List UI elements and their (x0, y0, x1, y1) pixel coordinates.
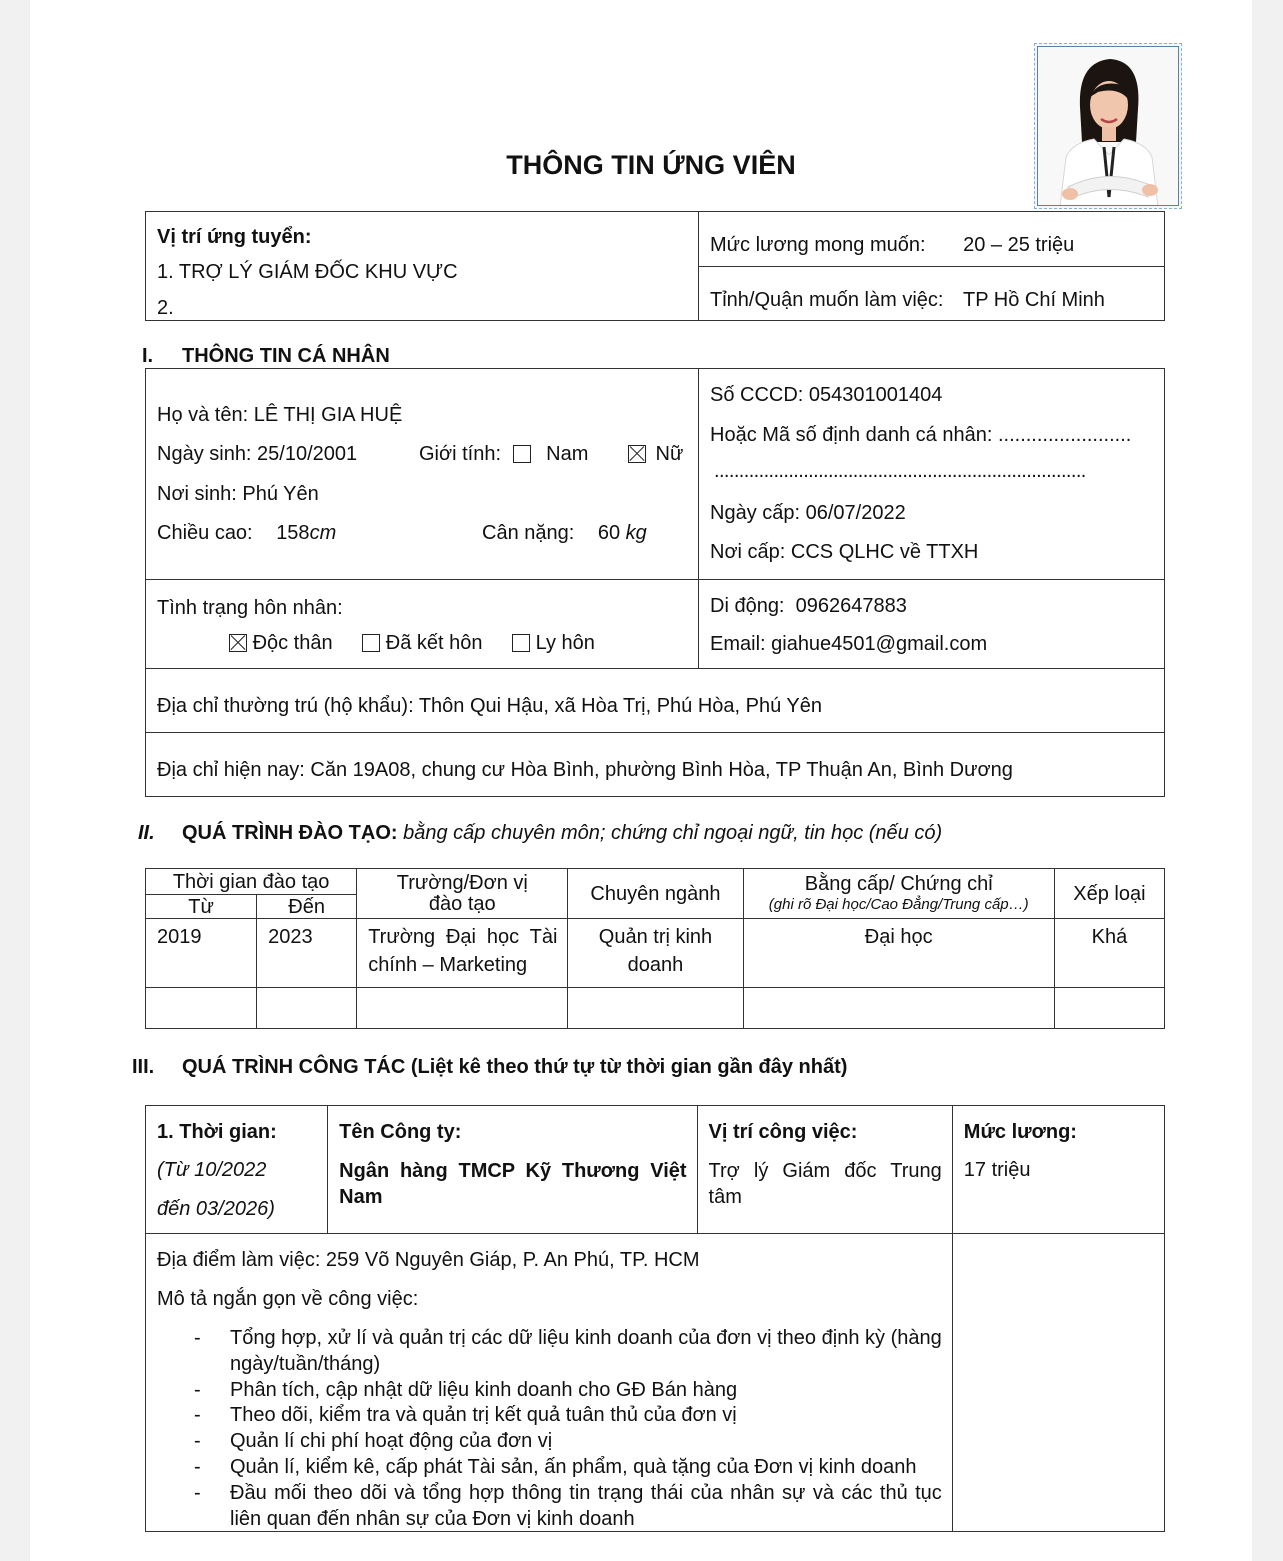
company-value: Ngân hàng TMCP Kỹ Thương Việt Nam (339, 1160, 687, 1208)
work-salary-label: Mức lương: (963, 1121, 1077, 1143)
job-label: Vị trí công việc: (708, 1121, 858, 1143)
col-header-degree (743, 869, 1054, 919)
salary-cell (699, 212, 1165, 267)
weight-field (482, 523, 647, 543)
list-item (194, 1326, 942, 1378)
issue-date: Ngày cấp: 06/07/2022 (710, 502, 906, 524)
weight-label: Cân nặng: (482, 522, 575, 544)
duties-list (194, 1326, 942, 1532)
job-value: Trợ lý Giám đốc Trung tâm (708, 1160, 942, 1208)
marital-cell (146, 580, 699, 669)
work-time-label: 1. Thời gian: (157, 1121, 277, 1143)
cell-empty (257, 988, 357, 1029)
identity-cell (699, 369, 1165, 580)
section-number: III. (132, 1056, 155, 1078)
cell-rank: Khá (1054, 919, 1164, 988)
col-header-school-line2: đào tạo (428, 892, 496, 915)
education-table (145, 868, 1165, 1029)
position-1: 1. TRỢ LÝ GIÁM ĐỐC KHU VỰC (157, 261, 458, 283)
bullet-dash: - (194, 1327, 201, 1349)
col-header-school (357, 869, 568, 919)
cell-empty (743, 988, 1054, 1029)
table-row (146, 919, 1165, 988)
gender-male-label: Nam (546, 443, 589, 465)
current-address: Địa chỉ hiện nay: Căn 19A08, chung cư Hòa Bình, phường Bình Hòa, TP Thuận An, Bình Dương (157, 759, 1013, 781)
work-time-from: (Từ 10/2022 (157, 1159, 267, 1181)
col-header-rank: Xếp loại (1054, 869, 1164, 919)
marital-single-label: Độc thân (252, 632, 333, 654)
personal-info-table (145, 368, 1165, 797)
duty-text: Đầu mối theo dõi và tổng hợp thông tin trạng thái của nhân sự và các thủ tục liên quan đến nhân sự của Đơn vị kinh doanh (230, 1481, 942, 1530)
section-title: QUÁ TRÌNH ĐÀO TẠO: (182, 822, 398, 844)
section-note: bằng cấp chuyên môn; chứng chỉ ngoại ngữ, tin học (nếu có) (403, 822, 943, 844)
id-alternative-dots: ........................................................................... (714, 460, 1086, 482)
section-personal-heading (142, 345, 390, 367)
section-education-heading (138, 822, 943, 844)
col-header-degree-note: (ghi rõ Đại học/Cao Đẳng/Trung cấp…) (768, 896, 1029, 913)
duty-text: Theo dõi, kiểm tra và quản trị kết quả tuân thủ của đơn vị (230, 1404, 737, 1427)
marital-divorced-checkbox[interactable] (512, 634, 530, 652)
height-label: Chiều cao: (157, 522, 253, 544)
current-address-cell (146, 733, 1165, 797)
work-company-cell (328, 1106, 697, 1234)
person-portrait-icon (1038, 47, 1179, 206)
cell-empty (146, 988, 257, 1029)
work-job-cell (697, 1106, 952, 1234)
list-item (194, 1481, 942, 1533)
section-title: THÔNG TIN CÁ NHÂN (182, 345, 390, 367)
salary-value: 20 – 25 triệu (963, 234, 1075, 256)
work-salary-cell (952, 1106, 1164, 1234)
list-item (194, 1378, 942, 1404)
col-header-degree-title: Bằng cấp/ Chứng chỉ (804, 873, 993, 895)
marital-married-checkbox[interactable] (362, 634, 380, 652)
work-time-to: đến 03/2026) (157, 1198, 275, 1220)
date-of-birth: Ngày sinh: 25/10/2001 (157, 443, 358, 465)
col-header-from: Từ (146, 895, 257, 919)
list-item (194, 1403, 942, 1429)
bullet-dash: - (194, 1455, 201, 1478)
gender-female-label: Nữ (655, 443, 684, 465)
marital-divorced-label: Ly hôn (535, 632, 595, 654)
marital-options (229, 633, 595, 653)
id-number: Số CCCD: 054301001404 (710, 384, 943, 406)
col-header-school-line1: Trường/Đơn vị (396, 871, 528, 894)
gender-male-checkbox[interactable] (513, 445, 531, 463)
birthplace: Nơi sinh: Phú Yên (157, 483, 319, 505)
contact-cell (699, 580, 1165, 669)
email-address: Email: giahue4501@gmail.com (710, 633, 988, 655)
cell-from: 2019 (146, 919, 257, 988)
duty-text: Quản lí, kiểm kê, cấp phát Tài sản, ấn phẩm, quà tặng của Đơn vị kinh doanh (230, 1455, 917, 1478)
section-work-heading (132, 1056, 848, 1078)
description-label: Mô tả ngắn gọn về công việc: (157, 1288, 419, 1310)
col-header-to: Đến (257, 895, 357, 919)
table-row (146, 988, 1165, 1029)
section-number: II. (138, 822, 155, 844)
duty-text: Phân tích, cập nhật dữ liệu kinh doanh cho GĐ Bán hàng (230, 1378, 738, 1401)
cell-major: Quản trị kinh doanh (568, 919, 743, 988)
duty-text: Tổng hợp, xử lí và quản trị các dữ liệu kinh doanh của đơn vị theo định kỳ (hàng ngày/tuần/tháng) (230, 1327, 942, 1375)
bullet-dash: - (194, 1430, 201, 1453)
list-item (194, 1455, 942, 1481)
bullet-dash: - (194, 1481, 201, 1504)
gender-female-checkbox[interactable] (628, 445, 646, 463)
weight-unit: kg (625, 522, 647, 544)
work-salary-value: 17 triệu (963, 1159, 1031, 1181)
cell-empty (1054, 988, 1164, 1029)
position-cell (146, 212, 699, 321)
page-title: THÔNG TIN ỨNG VIÊN (506, 150, 796, 180)
gender-label: Giới tính: (419, 443, 502, 465)
cell-degree: Đại học (743, 919, 1054, 988)
work-table (145, 1105, 1165, 1532)
permanent-address: Địa chỉ thường trú (hộ khẩu): Thôn Qui Hậu, xã Hòa Trị, Phú Hòa, Phú Yên (157, 695, 823, 717)
work-description-cell (146, 1234, 953, 1532)
full-name: Họ và tên: LÊ THỊ GIA HUỆ (157, 404, 403, 426)
id-alternative: Hoặc Mã số định danh cá nhân: ........................ (710, 424, 1132, 446)
salary-label: Mức lương mong muốn: (710, 234, 926, 256)
marital-married-label: Đã kết hôn (385, 632, 483, 654)
document-page (30, 0, 1252, 1561)
location-value: TP Hồ Chí Minh (963, 289, 1105, 311)
company-label: Tên Công ty: (339, 1121, 462, 1143)
issue-place: Nơi cấp: CCS QLHC về TTXH (710, 541, 979, 563)
bullet-dash: - (194, 1404, 201, 1427)
marital-single-checkbox[interactable] (229, 634, 247, 652)
cell-empty (568, 988, 743, 1029)
bullet-dash: - (194, 1378, 201, 1401)
workplace: Địa điểm làm việc: 259 Võ Nguyên Giáp, P. An Phú, TP. HCM (157, 1249, 700, 1271)
location-cell (699, 267, 1165, 321)
col-header-major: Chuyên ngành (568, 869, 743, 919)
application-table (145, 211, 1165, 321)
location-label: Tỉnh/Quận muốn làm việc: (710, 289, 944, 311)
gender-group (419, 444, 683, 464)
duty-text: Quản lí chi phí hoạt động của đơn vị (230, 1430, 553, 1453)
permanent-address-cell (146, 669, 1165, 733)
cell-empty (357, 988, 568, 1029)
work-time-cell (146, 1106, 328, 1234)
height-field (157, 523, 336, 543)
section-number: I. (142, 345, 154, 367)
list-item (194, 1429, 942, 1455)
work-empty-cell (952, 1234, 1164, 1532)
cell-to: 2023 (257, 919, 357, 988)
mobile-number: Di động: 0962647883 (710, 595, 907, 617)
section-title: QUÁ TRÌNH CÔNG TÁC (Liệt kê theo thứ tự từ thời gian gần đây nhất) (182, 1056, 848, 1078)
col-header-period: Thời gian đào tạo (146, 869, 357, 895)
position-label: Vị trí ứng tuyển: (157, 226, 312, 248)
candidate-photo (1034, 43, 1182, 209)
cell-school: Trường Đại học Tài chính – Marketing (357, 919, 568, 988)
marital-label: Tình trạng hôn nhân: (157, 597, 343, 619)
height-unit: cm (309, 522, 337, 544)
position-2: 2. (157, 297, 174, 319)
weight-value: 60 (597, 522, 621, 544)
personal-basic-cell (146, 369, 699, 580)
height-value: 158 (276, 522, 310, 544)
